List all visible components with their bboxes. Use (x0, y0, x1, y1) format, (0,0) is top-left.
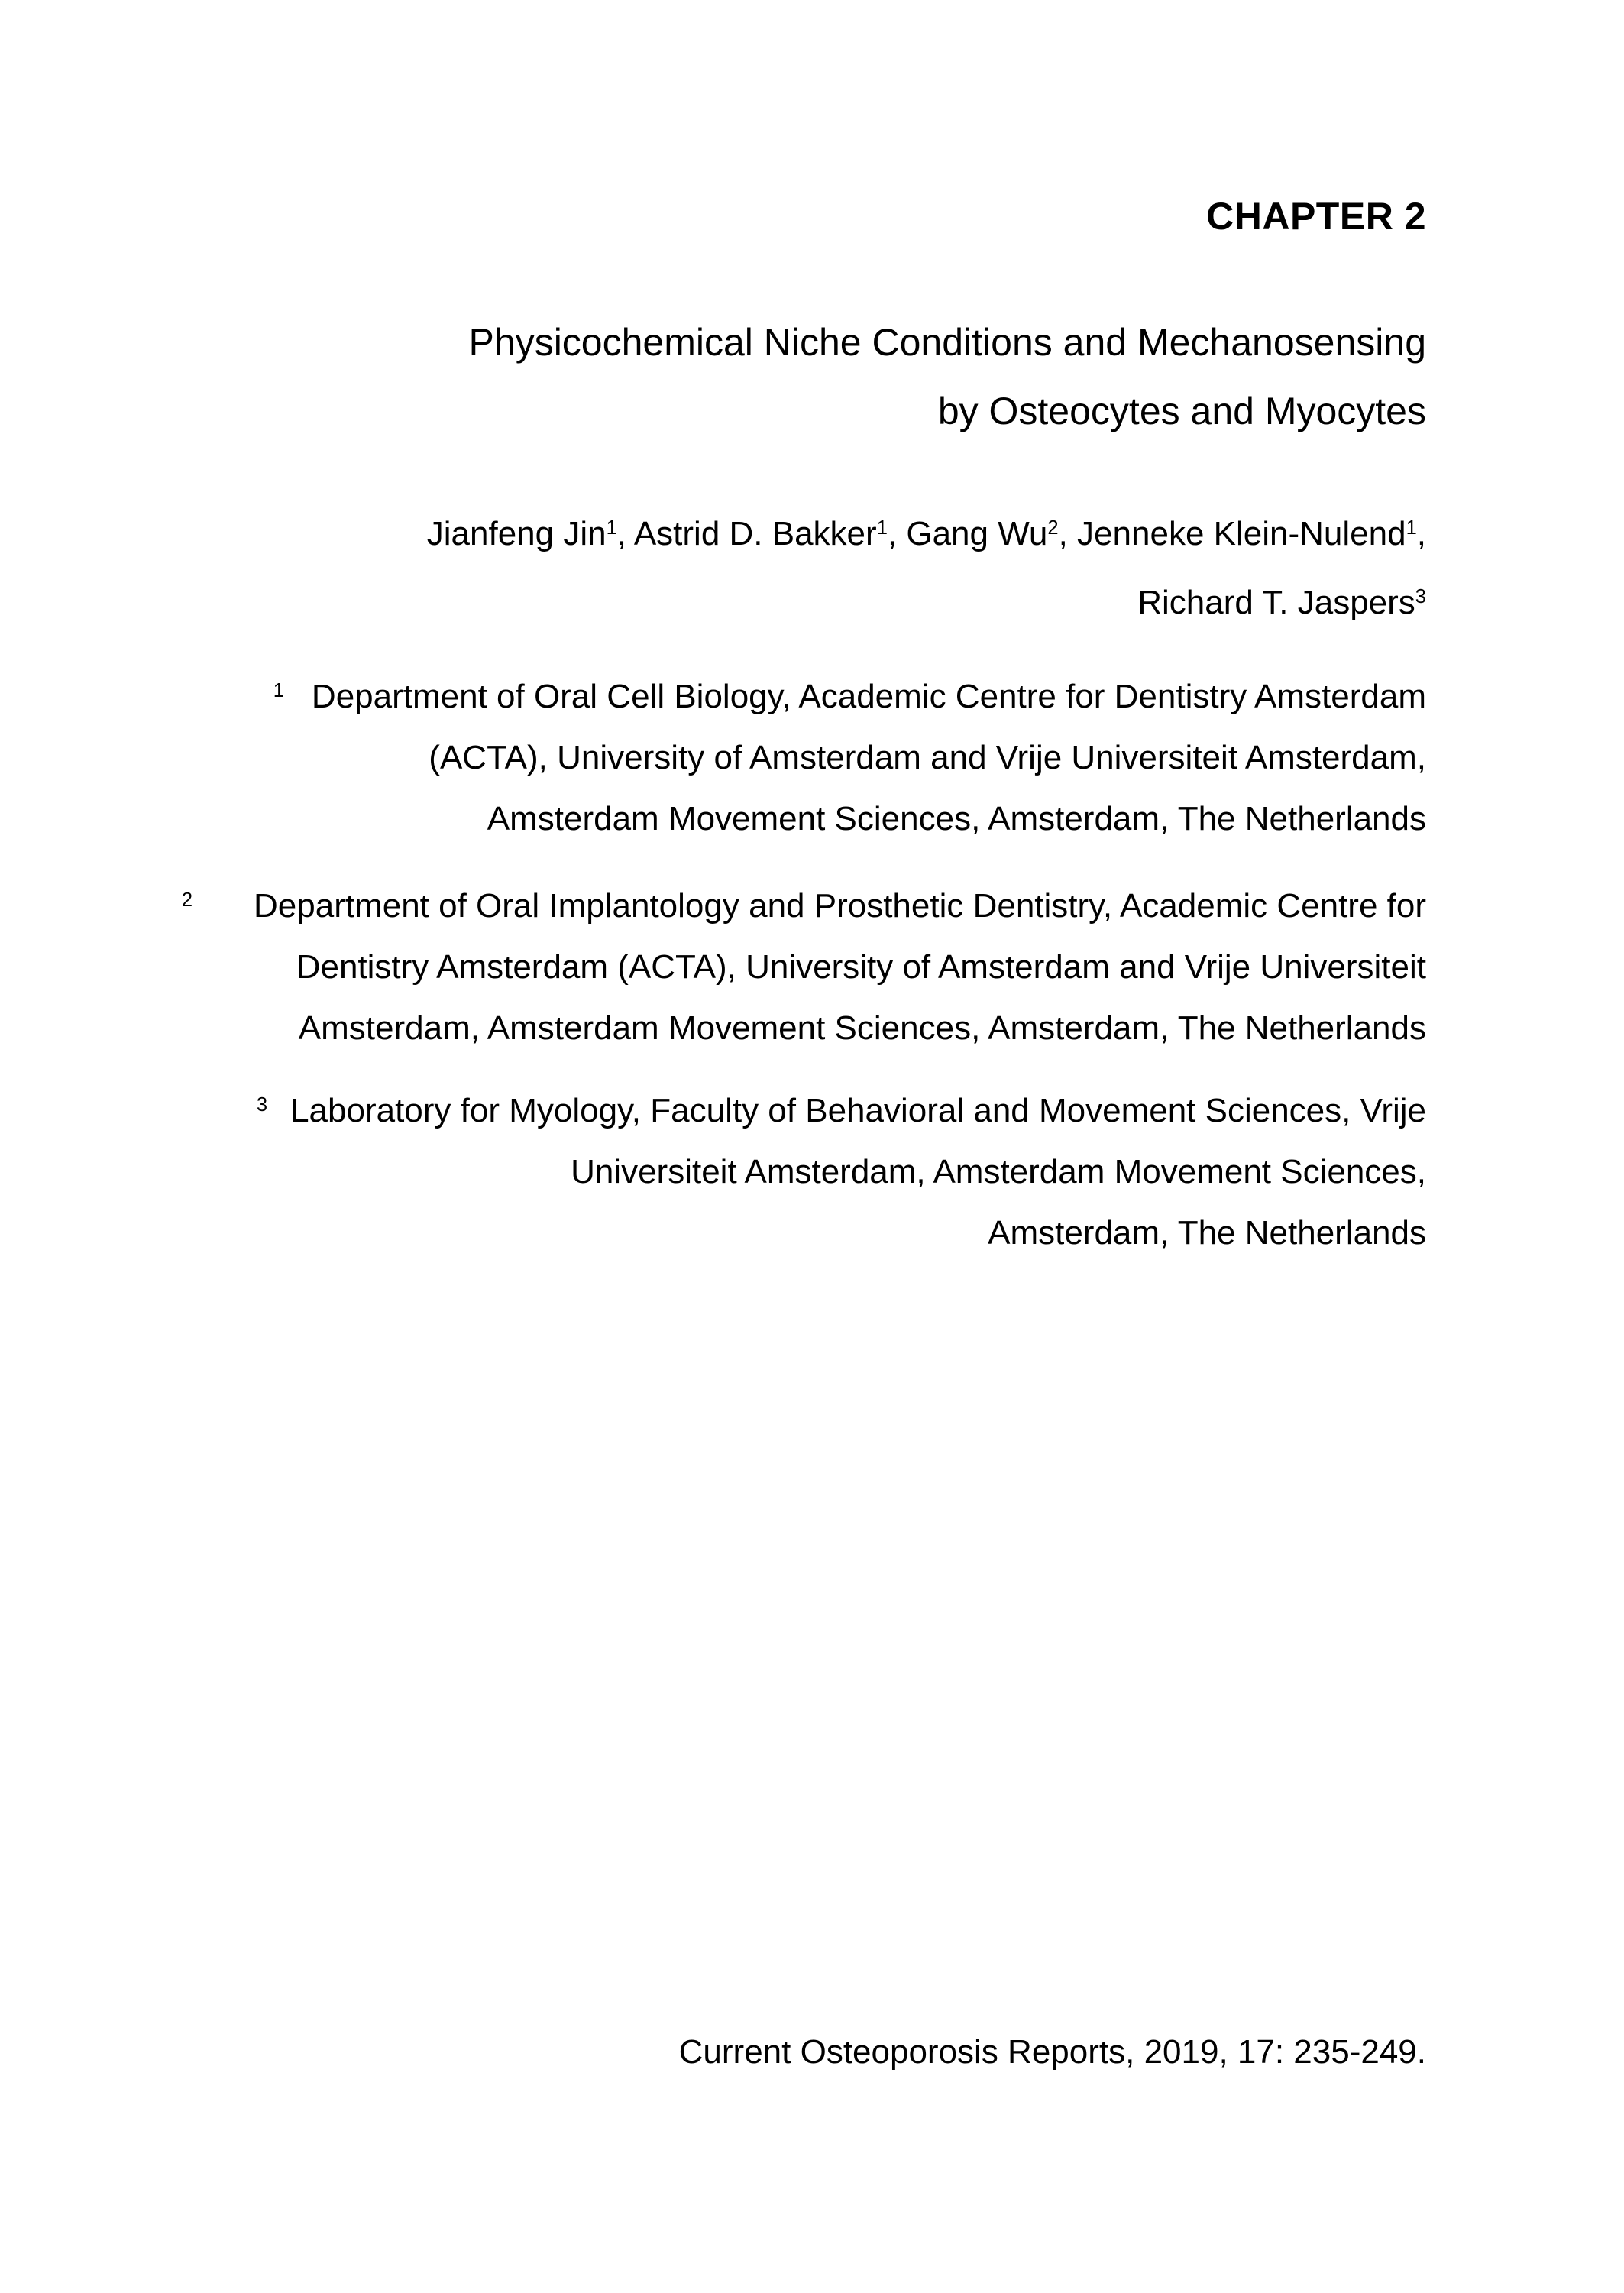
affiliation-2-line-1 (182, 876, 1426, 937)
chapter-title (469, 308, 1426, 445)
affiliation-marker-sup: 1 (876, 517, 888, 539)
chapter-title-line-2: by Osteocytes and Myocytes (937, 390, 1426, 432)
authors-line-1 (427, 500, 1426, 568)
affiliation-1 (273, 666, 1426, 850)
affiliation-3-line-1 (257, 1080, 1426, 1142)
affiliation-marker-sup: 3 (1415, 585, 1426, 607)
tab-gap (267, 1121, 290, 1122)
affiliation-1-line-1 (273, 666, 1426, 727)
affiliation-marker-sup: 2 (1047, 517, 1059, 539)
affiliation-2 (182, 876, 1426, 1059)
affiliation-2-text: Department of Oral Implantology and Prosthetic Dentistry, Academic Centre for (254, 887, 1426, 925)
affiliation-marker-sup: 1 (1406, 517, 1417, 539)
chapter-heading: CHAPTER 2 (1206, 195, 1426, 238)
affiliation-3 (257, 1080, 1426, 1264)
tab-gap (192, 916, 254, 917)
affiliation-2-line-3: Amsterdam, Amsterdam Movement Sciences, Amsterdam, The Netherlands (298, 1009, 1426, 1047)
affiliation-2-line-2: Dentistry Amsterdam (ACTA), University of Amsterdam and Vrije Universiteit (296, 948, 1426, 986)
authors-line-separator: , (1416, 515, 1426, 552)
author-name: Jianfeng Jin (426, 515, 607, 552)
affiliation-marker-sup: 1 (606, 517, 617, 539)
author-name: , Gang Wu (887, 515, 1048, 552)
citation: Current Osteoporosis Reports, 2019, 17: 235-249. (678, 2033, 1426, 2071)
affiliation-3-text: Laboratory for Myology, Faculty of Behavioral and Movement Sciences, Vrije (290, 1092, 1426, 1129)
affiliation-1-marker: 1 (273, 679, 284, 701)
tab-gap (284, 707, 312, 708)
authors-line-2 (427, 568, 1426, 637)
affiliation-1-text: Department of Oral Cell Biology, Academic Centre for Dentistry Amsterdam (311, 678, 1426, 715)
chapter-title-line-1: Physicochemical Niche Conditions and Mechanosensing (468, 321, 1426, 364)
affiliation-3-marker: 3 (256, 1093, 268, 1116)
author-name: , Jenneke Klein-Nulend (1058, 515, 1406, 552)
affiliation-3-line-3: Amsterdam, The Netherlands (988, 1214, 1426, 1252)
affiliation-1-line-2: (ACTA), University of Amsterdam and Vrije Universiteit Amsterdam, (429, 739, 1426, 776)
author-name: Richard T. Jaspers (1137, 584, 1415, 621)
affiliation-3-line-2: Universiteit Amsterdam, Amsterdam Movement Sciences, (571, 1153, 1426, 1190)
author-name: , Astrid D. Bakker (616, 515, 877, 552)
author-list (427, 500, 1426, 637)
affiliation-1-line-3: Amsterdam Movement Sciences, Amsterdam, The Netherlands (487, 800, 1426, 837)
affiliation-2-marker: 2 (181, 889, 193, 911)
